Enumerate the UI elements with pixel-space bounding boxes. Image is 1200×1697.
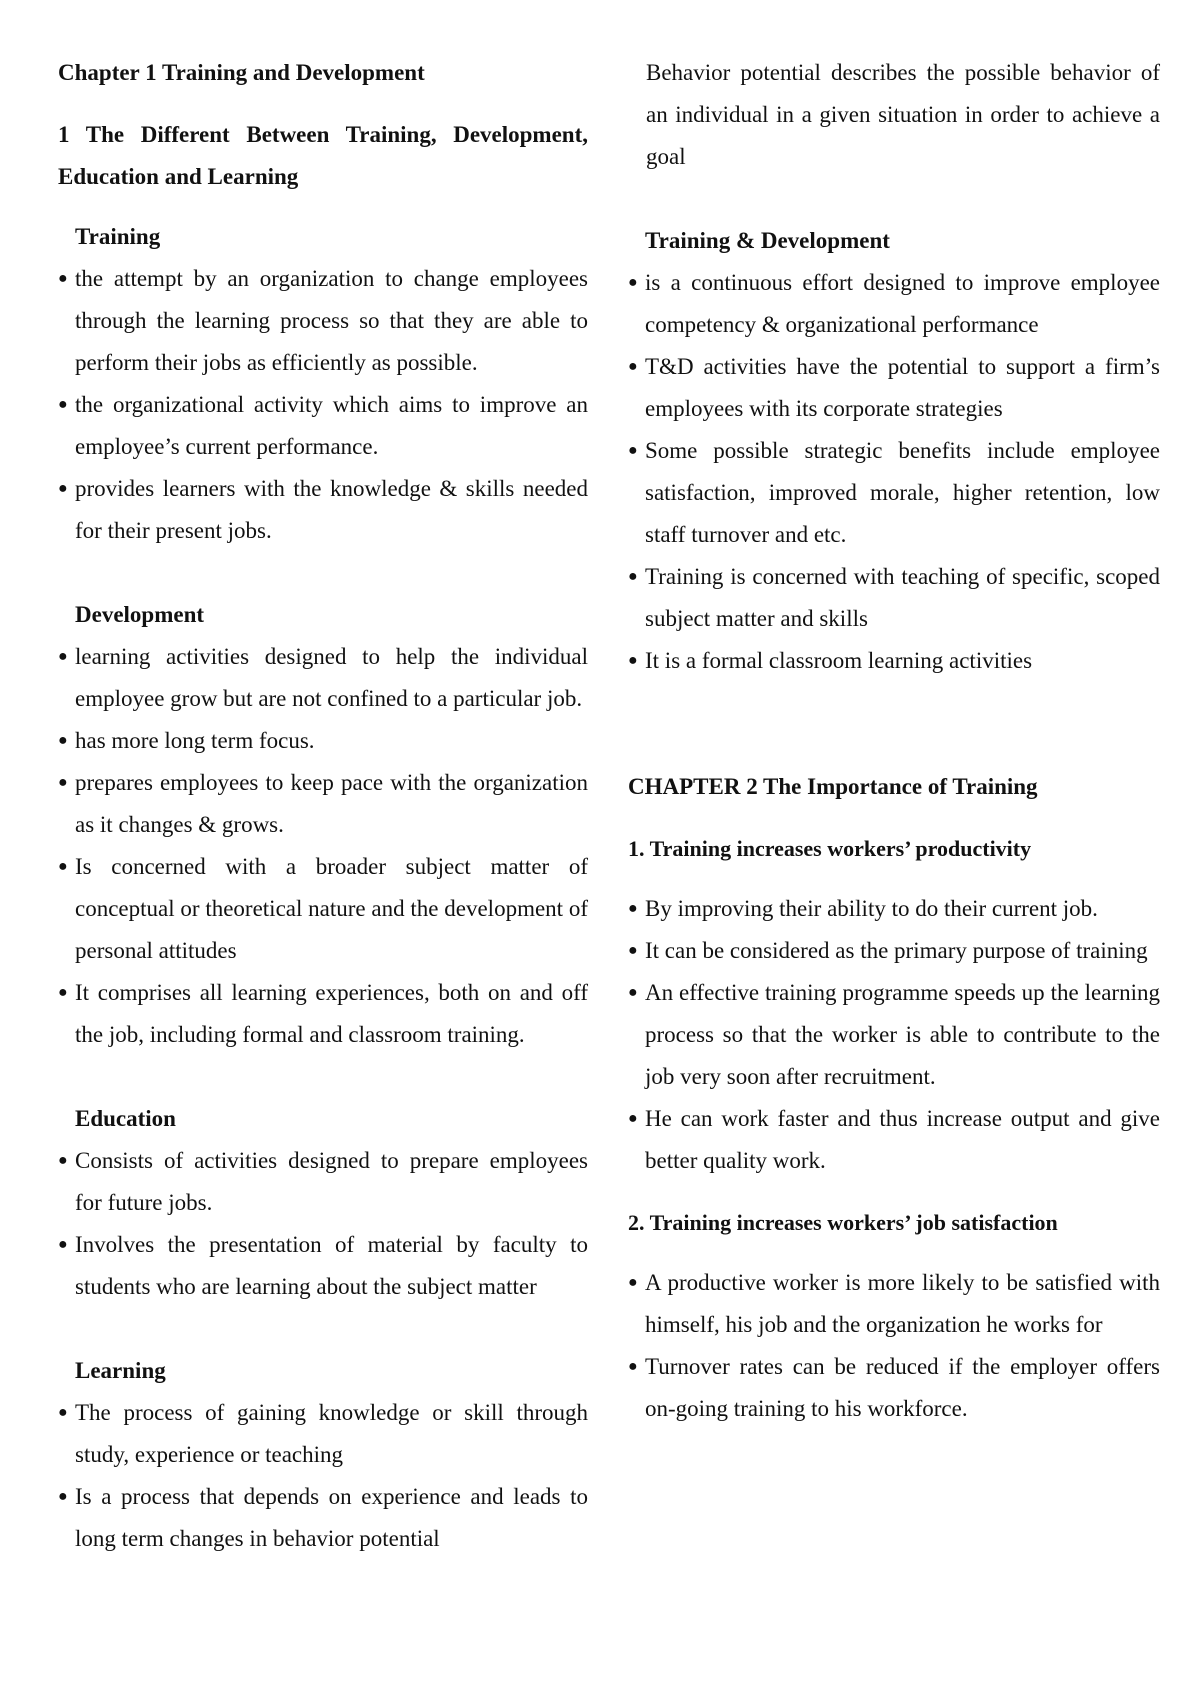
list-item: ● By improving their ability to do their current job. xyxy=(628,888,1160,930)
learning-list xyxy=(58,1392,588,1560)
bullet-icon: ● xyxy=(628,1274,638,1291)
left-column xyxy=(58,52,588,1560)
list-item: ● prepares employees to keep pace with the organization as it changes & grows. xyxy=(58,762,588,846)
bullet-icon: ● xyxy=(58,396,68,413)
list-item: ● is a continuous effort designed to improve employee competency & organizational performance xyxy=(628,262,1160,346)
bullet-icon: ● xyxy=(58,984,68,1001)
list-item: ● Involves the presentation of material by faculty to students who are learning about the subject matter xyxy=(58,1224,588,1308)
list-item: ● A productive worker is more likely to be satisfied with himself, his job and the organization he works for xyxy=(628,1262,1160,1346)
development-list xyxy=(58,636,588,1056)
list-item: ● Is a process that depends on experience and leads to long term changes in behavior potential xyxy=(58,1476,588,1560)
bullet-icon: ● xyxy=(58,774,68,791)
bullet-icon: ● xyxy=(628,652,638,669)
list-item: ● learning activities designed to help the individual employee grow but are not confined to a particular job. xyxy=(58,636,588,720)
bullet-icon: ● xyxy=(58,858,68,875)
list-item: ● Training is concerned with teaching of specific, scoped subject matter and skills xyxy=(628,556,1160,640)
chapter-1-title: Chapter 1 Training and Development xyxy=(58,60,425,85)
list-item: ● He can work faster and thus increase output and give better quality work. xyxy=(628,1098,1160,1182)
bullet-icon: ● xyxy=(628,942,638,959)
list-item: ● the organizational activity which aims to improve an employee’s current performance. xyxy=(58,384,588,468)
list-item: ● It comprises all learning experiences, both on and off the job, including formal and classroom training. xyxy=(58,972,588,1056)
list-item: ● provides learners with the knowledge & skills needed for their present jobs. xyxy=(58,468,588,552)
list-item: ● Turnover rates can be reduced if the employer offers on-going training to his workforce. xyxy=(628,1346,1160,1430)
list-item: ● the attempt by an organization to change employees through the learning process so that they are able to perform their jobs as efficiently as possible. xyxy=(58,258,588,384)
learning-heading: Learning xyxy=(75,1358,166,1383)
behavior-potential-paragraph: Behavior potential describes the possible behavior of an individual in a given situation in order to achieve a goal xyxy=(646,60,1160,169)
bullet-icon: ● xyxy=(58,648,68,665)
td-list xyxy=(628,262,1160,682)
point-2-heading: 2. Training increases workers’ job satisfaction xyxy=(628,1210,1058,1235)
list-item: ● T&D activities have the potential to support a firm’s employees with its corporate strategies xyxy=(628,346,1160,430)
section-1-heading: 1 The Different Between Training, Development, Education and Learning xyxy=(58,122,588,189)
bullet-icon: ● xyxy=(628,358,638,375)
td-heading: Training & Development xyxy=(645,228,890,253)
bullet-icon: ● xyxy=(58,732,68,749)
bullet-icon: ● xyxy=(58,1152,68,1169)
bullet-icon: ● xyxy=(58,270,68,287)
list-item: ● has more long term focus. xyxy=(58,720,588,762)
list-item: ● An effective training programme speeds up the learning process so that the worker is able to contribute to the job very soon after recruitment. xyxy=(628,972,1160,1098)
bullet-icon: ● xyxy=(628,900,638,917)
bullet-icon: ● xyxy=(628,1110,638,1127)
list-item: ● The process of gaining knowledge or skill through study, experience or teaching xyxy=(58,1392,588,1476)
bullet-icon: ● xyxy=(58,1488,68,1505)
training-list xyxy=(58,258,588,552)
bullet-icon: ● xyxy=(58,1404,68,1421)
point-1-list xyxy=(628,888,1160,1182)
list-item: ● Consists of activities designed to prepare employees for future jobs. xyxy=(58,1140,588,1224)
training-heading: Training xyxy=(75,224,161,249)
list-item: ● Some possible strategic benefits include employee satisfaction, improved morale, higher retention, low staff turnover and etc. xyxy=(628,430,1160,556)
list-item: ● It can be considered as the primary purpose of training xyxy=(628,930,1160,972)
list-item: ● It is a formal classroom learning activities xyxy=(628,640,1160,682)
bullet-icon: ● xyxy=(628,274,638,291)
bullet-icon: ● xyxy=(58,480,68,497)
bullet-icon: ● xyxy=(58,1236,68,1253)
point-1-heading: 1. Training increases workers’ productivity xyxy=(628,836,1032,861)
point-2-list xyxy=(628,1262,1160,1430)
development-heading: Development xyxy=(75,602,205,627)
education-heading: Education xyxy=(75,1106,176,1131)
bullet-icon: ● xyxy=(628,442,638,459)
right-column xyxy=(628,52,1160,1430)
bullet-icon: ● xyxy=(628,984,638,1001)
education-list xyxy=(58,1140,588,1308)
chapter-2-title: CHAPTER 2 The Importance of Training xyxy=(628,774,1038,799)
bullet-icon: ● xyxy=(628,568,638,585)
list-item: ● Is concerned with a broader subject matter of conceptual or theoretical nature and the development of personal attitudes xyxy=(58,846,588,972)
bullet-icon: ● xyxy=(628,1358,638,1375)
